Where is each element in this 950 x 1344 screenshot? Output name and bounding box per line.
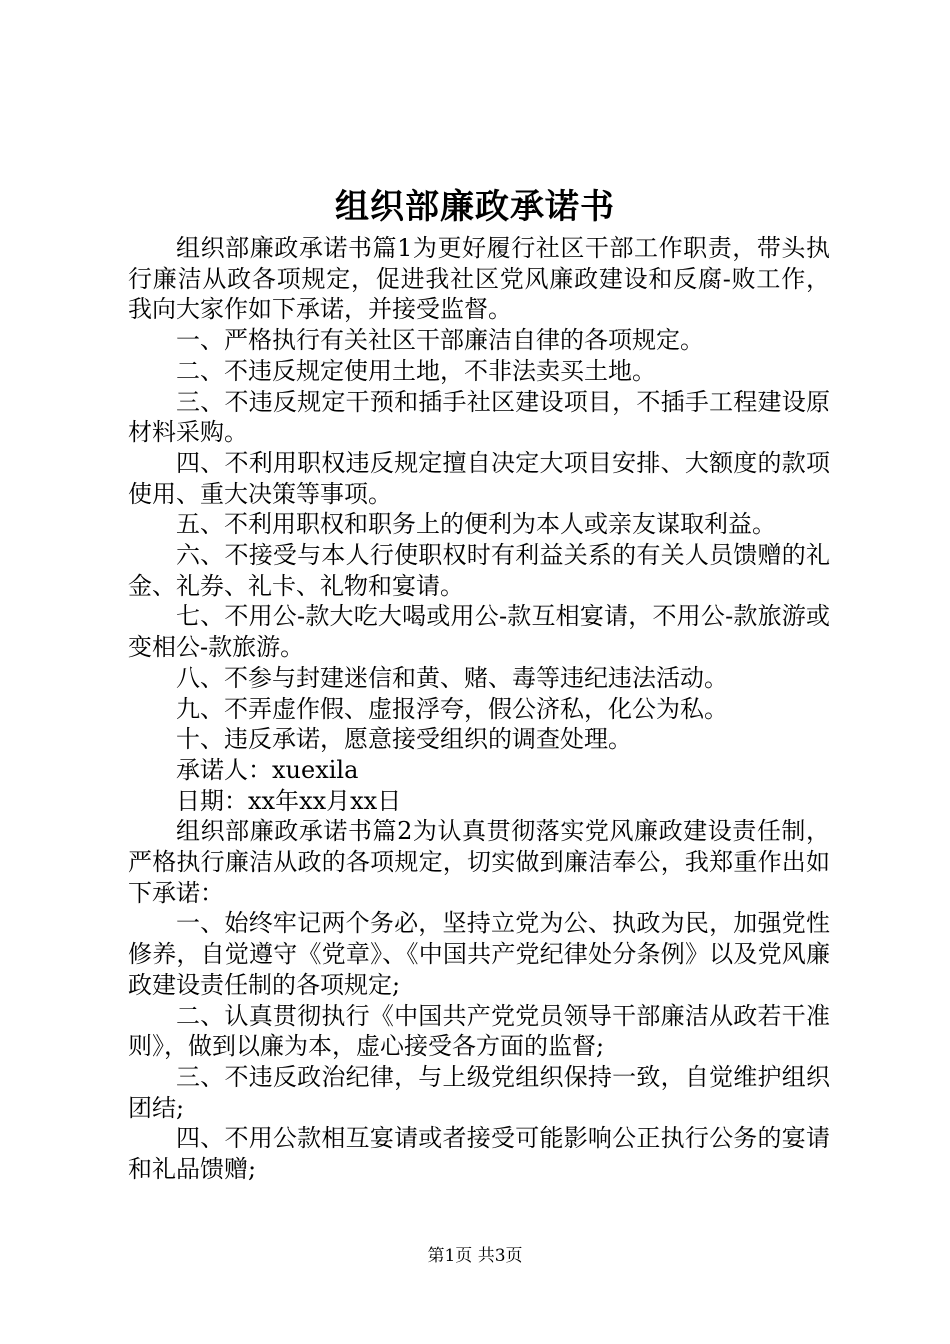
paragraph: 五、不利用职权和职务上的便利为本人或亲友谋取利益。 xyxy=(176,510,776,539)
document-body xyxy=(128,233,830,1185)
paragraph: 组织部廉政承诺书篇2为认真贯彻落实党风廉政建设责任制，严格执行廉洁从政的各项规定，切实做到廉洁奉公，我郑重作出如下承诺： xyxy=(128,817,830,907)
document-title: 组织部廉政承诺书 xyxy=(335,187,615,227)
paragraph: 九、不弄虚作假、虚报浮夸，假公济私，化公为私。 xyxy=(176,694,728,723)
paragraph: 四、不利用职权违反规定擅自决定大项目安排、大额度的款项使用、重大决策等事项。 xyxy=(128,448,830,508)
paragraph: 十、违反承诺，愿意接受组织的调查处理。 xyxy=(176,725,632,754)
paragraph: 组织部廉政承诺书篇1为更好履行社区干部工作职责，带头执行廉洁从政各项规定，促进我社区党风廉政建设和反腐-败工作，我向大家作如下承诺，并接受监督。 xyxy=(128,234,830,324)
signatory-line: 承诺人：xuexila xyxy=(176,755,359,784)
paragraph: 六、不接受与本人行使职权时有利益关系的有关人员馈赠的礼金、礼券、礼卡、礼物和宴请。 xyxy=(128,541,830,600)
paragraph: 四、不用公款相互宴请或者接受可能影响公正执行公务的宴请和礼品馈赠; xyxy=(128,1124,830,1184)
paragraph: 八、不参与封建迷信和黄、赌、毒等违纪违法活动。 xyxy=(176,663,728,692)
paragraph: 二、不违反规定使用土地，不非法卖买土地。 xyxy=(176,356,656,385)
paragraph: 一、严格执行有关社区干部廉洁自律的各项规定。 xyxy=(176,326,704,355)
paragraph: 一、始终牢记两个务必，坚持立党为公、执政为民，加强党性修养，自觉遵守《党章》、《中国共产党纪律处分条例》以及党风廉政建设责任制的各项规定; xyxy=(128,909,830,999)
date-line: 日期：xx年xx月xx日 xyxy=(176,786,402,815)
page-number-footer: 第1页 共3页 xyxy=(427,1246,523,1266)
paragraph: 七、不用公-款大吃大喝或用公-款互相宴请，不用公-款旅游或变相公-款旅游。 xyxy=(128,602,830,662)
paragraph: 三、不违反规定干预和插手社区建设项目，不插手工程建设原材料采购。 xyxy=(128,387,830,447)
paragraph: 二、认真贯彻执行《中国共产党党员领导干部廉洁从政若干准则》，做到以廉为本，虚心接受各方面的监督; xyxy=(128,1001,830,1061)
paragraph: 三、不违反政治纪律，与上级党组织保持一致，自觉维护组织团结; xyxy=(128,1062,830,1122)
